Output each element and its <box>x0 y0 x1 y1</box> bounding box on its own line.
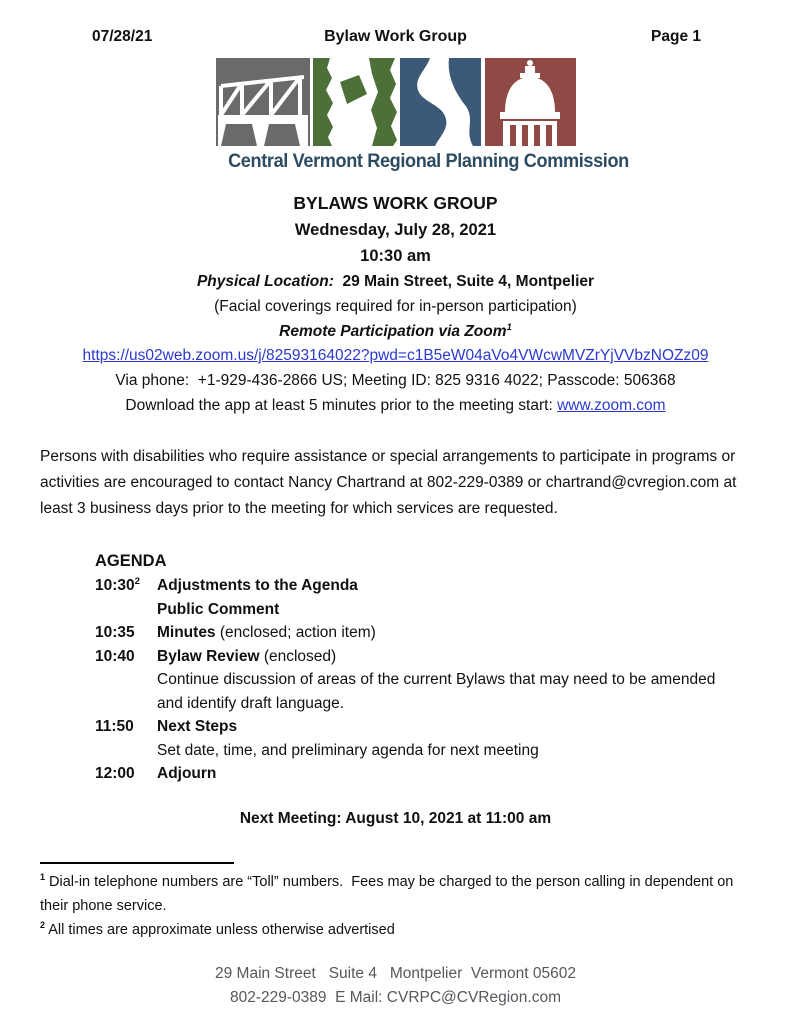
agenda-item-text: Bylaw Review (enclosed) <box>157 647 337 665</box>
header-doc-title: Bylaw Work Group <box>324 28 467 45</box>
covid-note: (Facial coverings required for in-person participation) <box>214 298 577 315</box>
page-header <box>0 0 791 46</box>
agenda-item-text: Continue discussion of areas of the current Bylaws that may need to be amended and identify draft language. <box>157 671 720 712</box>
next-meeting-line: Next Meeting: August 10, 2021 at 11:00 am <box>239 809 552 827</box>
page-footer <box>0 962 791 1010</box>
footnote-2: $^2$ All times are approximate unless otherwise advertised <box>40 919 395 938</box>
agenda-item-text: Minutes (enclosed; action item) <box>157 624 376 641</box>
agenda-row <box>95 645 751 669</box>
footer-contact: 802-229-0389 E Mail: CVRPC@CVRegion.com <box>229 988 562 1006</box>
agenda-time: 10:35 <box>95 624 135 641</box>
agenda-row <box>95 621 751 645</box>
agenda-heading: AGENDA <box>95 552 167 570</box>
agenda-row <box>95 574 751 598</box>
remote-participation-line: Remote Participation via Zoom$^1$ <box>279 321 512 340</box>
footnote-ref-1: 1 <box>506 321 512 333</box>
agenda-row <box>95 739 751 763</box>
agenda-item-text: Adjustments to the Agenda <box>157 577 358 594</box>
footnote-1: $^1$ Dial-in telephone numbers are “Toll” numbers. Fees may be charged to the person calling in dependent on their phone service. <box>40 871 738 914</box>
agenda-item-text: Set date, time, and preliminary agenda for next meeting <box>157 741 539 759</box>
agenda-item-text: Adjourn <box>157 765 217 782</box>
meeting-date: Wednesday, July 28, 2021 <box>294 221 497 239</box>
footer-address: 29 Main Street Suite 4 Montpelier Vermont 05602 <box>214 964 576 982</box>
agenda-time: 12:00 <box>95 765 135 782</box>
phone-line: Via phone: +1-929-436-2866 US; Meeting ID: 825 9316 4022; Passcode: 506368 <box>115 372 676 389</box>
zoom-download-link[interactable]: www.zoom.com <box>557 397 666 414</box>
cvrpc-logo <box>213 58 629 173</box>
footnote-ref-2: 2 <box>134 575 140 587</box>
agenda-time: 10:40 <box>95 647 135 665</box>
ada-notice: Persons with disabilities who require assistance or special arrangements to participate in programs or activities are encouraged to contact Nancy Chartrand at 802-229-0389 or chartrand@cvregion.com at least 3 business days prior to the meeting for which services are requested. <box>40 448 737 517</box>
header-date: 07/28/21 <box>92 28 153 45</box>
zoom-url-line <box>0 344 791 368</box>
location-label: Physical Location: <box>196 273 334 290</box>
agenda-time <box>95 668 157 715</box>
zoom-meeting-link[interactable]: https://us02web.zoom.us/j/82593164022?pwd=c1B5eW04aVo4VWcwMVZrYjVVbzNOZz09 <box>82 347 709 364</box>
meeting-heading-block <box>0 189 791 418</box>
agenda-time <box>95 739 157 763</box>
agenda-item-text: Public Comment <box>157 600 280 618</box>
agenda-row <box>95 668 751 715</box>
cvrpc-logo-icon <box>216 58 576 146</box>
cvrpc-logo-wordmark: Central Vermont Regional Planning Commission <box>227 150 629 172</box>
agenda-time: 11:50 <box>95 718 134 735</box>
download-line: Download the app at least 5 minutes prior to the meeting start: www.zoom.com <box>125 397 666 414</box>
agenda-time: $10:30^2$ <box>95 575 140 594</box>
meeting-location-line <box>0 269 791 294</box>
meeting-time: 10:30 am <box>360 247 431 265</box>
meeting-title: BYLAWS WORK GROUP <box>293 193 498 213</box>
location-value: 29 Main Street, Suite 4, Montpelier <box>333 273 595 290</box>
footnotes-section <box>40 862 751 942</box>
agenda-row <box>95 715 751 739</box>
agenda-section <box>95 552 751 786</box>
header-page-number: Page 1 <box>651 28 701 45</box>
agenda-time <box>95 598 157 622</box>
agenda-row <box>95 762 751 786</box>
agenda-item-text: Next Steps <box>157 718 238 735</box>
agenda-row <box>95 598 751 622</box>
footnote-divider <box>40 862 234 864</box>
